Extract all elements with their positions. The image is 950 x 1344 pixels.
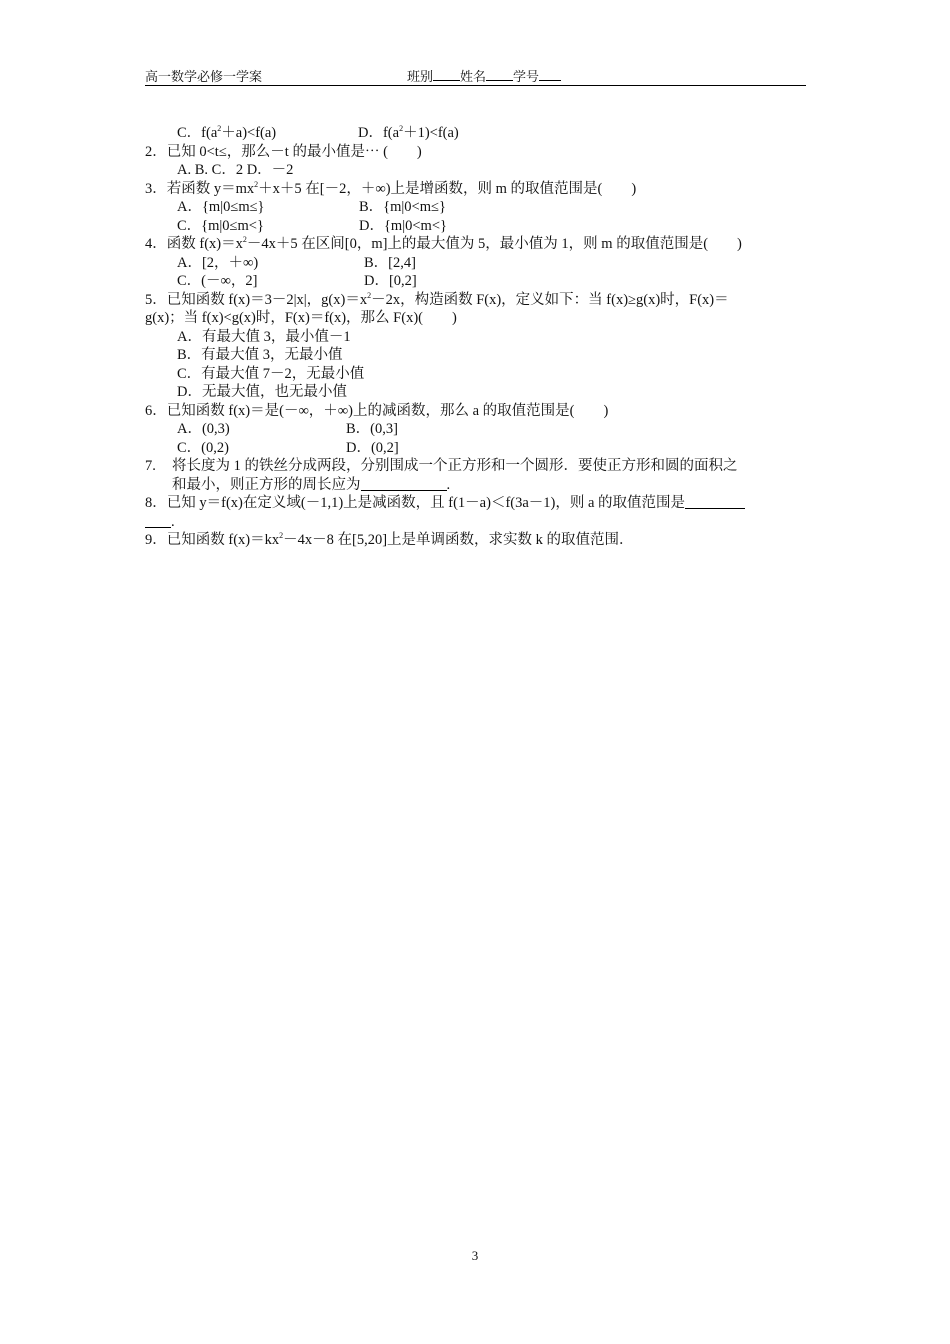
q8-line2: . bbox=[145, 513, 808, 532]
q4-option-c: C．(－∞，2] bbox=[177, 273, 258, 289]
q1-option-c: C．$f(a^2+a)<f(a)$ bbox=[177, 124, 277, 141]
q3-option-a: A．{m|0≤m≤} bbox=[177, 199, 265, 215]
q2-options: A. B. C．2 D．－2 bbox=[177, 162, 294, 178]
page-header bbox=[145, 66, 806, 86]
q4-stem: 4．函数 $f(x)=x^2-4x+5$ 在区间[0，m]上的最大值为 5，最小值为 1，则 m 的取值范围是( ) bbox=[145, 235, 742, 252]
class-blank[interactable] bbox=[433, 68, 460, 81]
q6-option-b: B．(0,3] bbox=[346, 421, 398, 437]
q5-stem-line2: g(x)；当 f(x)<g(x)时，F(x)＝f(x)，那么 F(x)( ) bbox=[145, 310, 457, 326]
q2-stem: 2．已知 0<t≤，那么－t 的最小值是⋯ ( ) bbox=[145, 143, 422, 160]
q6-options-ab bbox=[145, 420, 808, 439]
class-label: 班别 bbox=[407, 69, 434, 84]
q5-option-a: A．有最大值 3，最小值－1 bbox=[177, 328, 351, 345]
q3-option-d: D．{m|0<m<} bbox=[359, 217, 447, 234]
q1-options-cd bbox=[145, 124, 808, 143]
q4-options-cd bbox=[145, 272, 808, 291]
q4-options-ab bbox=[145, 254, 808, 273]
q3-options-ab bbox=[145, 198, 808, 217]
q4-option-a: A．[2，＋∞) bbox=[177, 254, 259, 271]
q4-option-b: B．[2,4] bbox=[364, 254, 416, 271]
q3-stem: 3．若函数 $y=mx^2+x+5$ 在[－2，＋∞)上是增函数，则 m 的取值范围是( ) bbox=[145, 179, 637, 197]
page-number: 3 bbox=[471, 1248, 479, 1263]
header-fields bbox=[407, 66, 561, 85]
name-label: 姓名 bbox=[460, 69, 487, 84]
q1-option-d: D．$f(a^2+1)<f(a)$ bbox=[358, 124, 459, 141]
q7-text-2: 和最小，则正方形的周长应为 . bbox=[172, 476, 451, 493]
q6-option-d: D．(0,2] bbox=[346, 439, 399, 456]
q6-option-a: A．(0,3) bbox=[177, 421, 230, 437]
q5-stem-line1: 5．已知函数 f(x)＝3－2|x|，$g(x)=x^2-2x$，构造函数 F(x)，定义如下：当 f(x)≥g(x)时，F(x)＝ bbox=[145, 290, 729, 308]
q8-answer-blank-cont[interactable] bbox=[145, 514, 171, 528]
q3-options-cd bbox=[145, 217, 808, 236]
q8-line1: 8．已知 y＝f(x)在定义域(－1,1)上是减函数，且 f(1－a)＜f(3a－1)，则 a 的取值范围是 bbox=[145, 494, 808, 513]
question-list bbox=[145, 124, 808, 550]
q3-option-c: C．{m|0≤m<} bbox=[177, 217, 264, 234]
number-blank[interactable] bbox=[539, 68, 561, 81]
q4-option-d: D．[0,2] bbox=[364, 273, 417, 289]
q5-option-b: B．有最大值 3，无最小值 bbox=[177, 347, 343, 363]
q7-answer-blank[interactable] bbox=[361, 477, 447, 491]
number-label: 学号 bbox=[513, 69, 540, 84]
q6-option-c: C．(0,2) bbox=[177, 439, 229, 456]
q7-line2 bbox=[145, 476, 808, 495]
q9-stem: 9．已知函数 $f(x)=kx^2-4x-8$ 在[5,20]上是单调函数，求实数 k 的取值范围． bbox=[145, 531, 634, 548]
q7-number: 7. bbox=[145, 458, 156, 474]
q7-text: 将长度为 1 的铁丝分成两段，分别围成一个正方形和一个圆形．要使正方形和圆的面积之 bbox=[172, 458, 738, 474]
header-title: 高一数学必修一学案 bbox=[145, 69, 263, 84]
q6-options-cd bbox=[145, 439, 808, 458]
q7-line1 bbox=[145, 457, 808, 476]
q5-option-c: C．有最大值 7－2，无最小值 bbox=[177, 365, 365, 382]
name-blank[interactable] bbox=[486, 68, 513, 81]
q3-option-b: B．{m|0<m≤} bbox=[359, 199, 446, 215]
q8-answer-blank[interactable] bbox=[685, 495, 745, 509]
q6-stem: 6．已知函数 f(x)＝是(－∞，＋∞)上的减函数，那么 a 的取值范围是( ) bbox=[145, 402, 609, 419]
q5-option-d: D．无最大值，也无最小值 bbox=[177, 384, 347, 400]
